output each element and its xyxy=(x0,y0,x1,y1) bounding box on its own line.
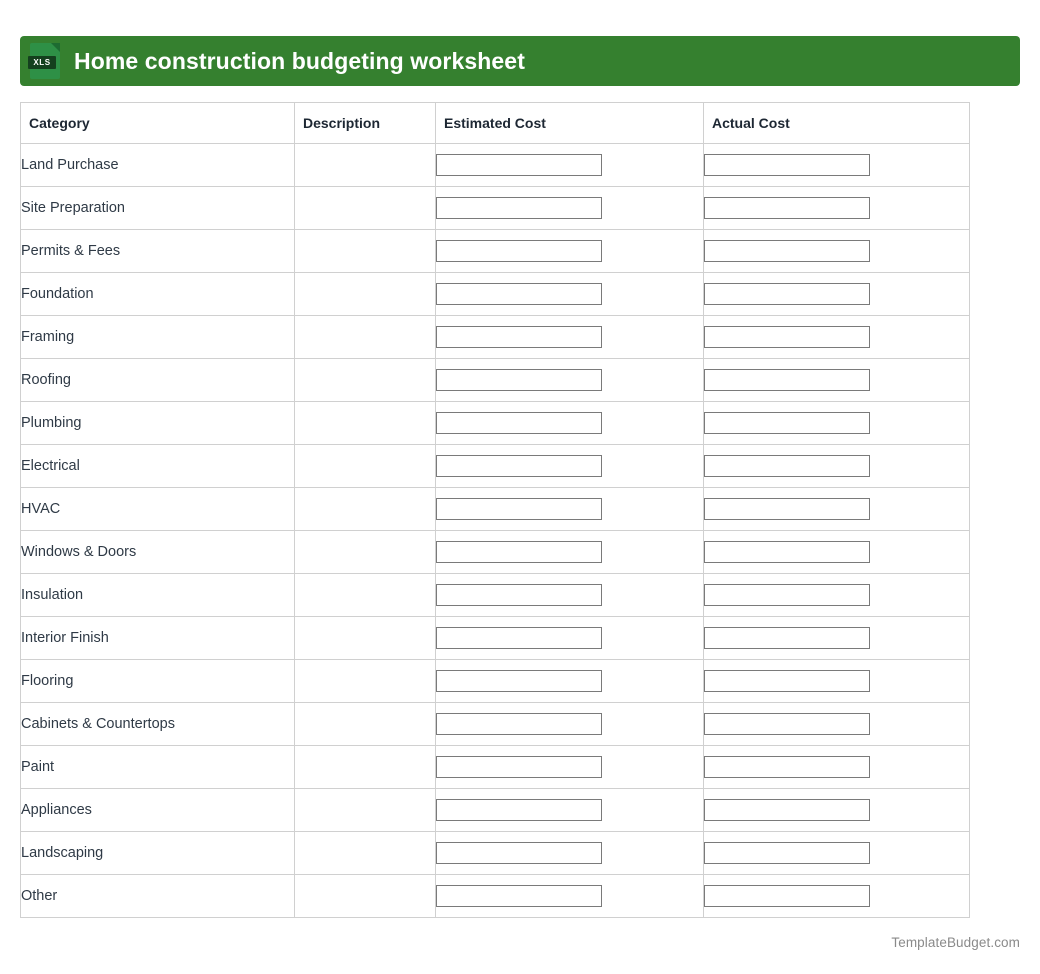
footer-site-credit: TemplateBudget.com xyxy=(891,935,1020,950)
description-cell xyxy=(295,746,436,789)
estimated-cost-cell xyxy=(436,574,704,617)
description-cell xyxy=(295,703,436,746)
estimated-cost-input[interactable] xyxy=(436,154,602,176)
category-cell: Appliances xyxy=(21,789,295,832)
description-cell xyxy=(295,660,436,703)
actual-cost-cell xyxy=(704,144,970,187)
estimated-cost-cell xyxy=(436,832,704,875)
table-row xyxy=(21,574,970,617)
category-cell: Foundation xyxy=(21,273,295,316)
actual-cost-input[interactable] xyxy=(704,713,870,735)
page-title: Home construction budgeting worksheet xyxy=(74,47,525,74)
actual-cost-cell xyxy=(704,832,970,875)
category-cell: Other xyxy=(21,875,295,918)
actual-cost-cell xyxy=(704,273,970,316)
actual-cost-cell xyxy=(704,187,970,230)
estimated-cost-input[interactable] xyxy=(436,627,602,649)
estimated-cost-input[interactable] xyxy=(436,283,602,305)
description-cell xyxy=(295,875,436,918)
description-cell xyxy=(295,617,436,660)
actual-cost-cell xyxy=(704,402,970,445)
estimated-cost-input[interactable] xyxy=(436,713,602,735)
actual-cost-cell xyxy=(704,875,970,918)
estimated-cost-cell xyxy=(436,617,704,660)
table-row xyxy=(21,531,970,574)
estimated-cost-input[interactable] xyxy=(436,412,602,434)
actual-cost-cell xyxy=(704,359,970,402)
category-cell: Framing xyxy=(21,316,295,359)
xls-file-icon xyxy=(30,43,60,79)
actual-cost-input[interactable] xyxy=(704,541,870,563)
estimated-cost-input[interactable] xyxy=(436,541,602,563)
actual-cost-cell xyxy=(704,531,970,574)
category-cell: Cabinets & Countertops xyxy=(21,703,295,746)
actual-cost-input[interactable] xyxy=(704,283,870,305)
table-row xyxy=(21,445,970,488)
estimated-cost-input[interactable] xyxy=(436,842,602,864)
actual-cost-input[interactable] xyxy=(704,799,870,821)
actual-cost-input[interactable] xyxy=(704,670,870,692)
category-cell: Roofing xyxy=(21,359,295,402)
column-header-description: Description xyxy=(295,103,436,144)
actual-cost-input[interactable] xyxy=(704,326,870,348)
estimated-cost-input[interactable] xyxy=(436,670,602,692)
estimated-cost-cell xyxy=(436,187,704,230)
category-cell: Site Preparation xyxy=(21,187,295,230)
budget-table-container xyxy=(20,102,969,918)
description-cell xyxy=(295,531,436,574)
actual-cost-input[interactable] xyxy=(704,455,870,477)
table-row xyxy=(21,488,970,531)
column-header-category: Category xyxy=(21,103,295,144)
estimated-cost-input[interactable] xyxy=(436,799,602,821)
table-row xyxy=(21,402,970,445)
estimated-cost-input[interactable] xyxy=(436,756,602,778)
category-cell: Interior Finish xyxy=(21,617,295,660)
estimated-cost-input[interactable] xyxy=(436,584,602,606)
table-row xyxy=(21,187,970,230)
table-body xyxy=(21,144,970,918)
estimated-cost-input[interactable] xyxy=(436,369,602,391)
estimated-cost-cell xyxy=(436,230,704,273)
table-row xyxy=(21,789,970,832)
description-cell xyxy=(295,273,436,316)
table-row xyxy=(21,746,970,789)
category-cell: Electrical xyxy=(21,445,295,488)
table-header xyxy=(21,103,970,144)
actual-cost-input[interactable] xyxy=(704,584,870,606)
table-row xyxy=(21,832,970,875)
estimated-cost-cell xyxy=(436,531,704,574)
category-cell: Permits & Fees xyxy=(21,230,295,273)
estimated-cost-cell xyxy=(436,746,704,789)
category-cell: Windows & Doors xyxy=(21,531,295,574)
actual-cost-cell xyxy=(704,316,970,359)
actual-cost-input[interactable] xyxy=(704,412,870,434)
category-cell: Landscaping xyxy=(21,832,295,875)
estimated-cost-cell xyxy=(436,402,704,445)
description-cell xyxy=(295,488,436,531)
table-header-row xyxy=(21,103,970,144)
category-cell: Land Purchase xyxy=(21,144,295,187)
budget-table xyxy=(20,102,970,918)
actual-cost-cell xyxy=(704,488,970,531)
table-row xyxy=(21,316,970,359)
description-cell xyxy=(295,574,436,617)
actual-cost-input[interactable] xyxy=(704,240,870,262)
estimated-cost-input[interactable] xyxy=(436,455,602,477)
estimated-cost-cell xyxy=(436,875,704,918)
table-row xyxy=(21,230,970,273)
description-cell xyxy=(295,144,436,187)
estimated-cost-input[interactable] xyxy=(436,326,602,348)
description-cell xyxy=(295,445,436,488)
estimated-cost-cell xyxy=(436,273,704,316)
description-cell xyxy=(295,316,436,359)
description-cell xyxy=(295,789,436,832)
table-row xyxy=(21,273,970,316)
actual-cost-cell xyxy=(704,746,970,789)
actual-cost-input[interactable] xyxy=(704,369,870,391)
description-cell xyxy=(295,230,436,273)
actual-cost-cell xyxy=(704,617,970,660)
estimated-cost-cell xyxy=(436,488,704,531)
estimated-cost-input[interactable] xyxy=(436,885,602,907)
actual-cost-cell xyxy=(704,660,970,703)
xls-icon-badge: XLS xyxy=(28,56,56,69)
column-header-actual-cost: Actual Cost xyxy=(704,103,970,144)
actual-cost-cell xyxy=(704,230,970,273)
estimated-cost-cell xyxy=(436,144,704,187)
category-cell: Flooring xyxy=(21,660,295,703)
table-row xyxy=(21,144,970,187)
table-row xyxy=(21,617,970,660)
category-cell: Paint xyxy=(21,746,295,789)
actual-cost-input[interactable] xyxy=(704,885,870,907)
description-cell xyxy=(295,359,436,402)
category-cell: HVAC xyxy=(21,488,295,531)
actual-cost-input[interactable] xyxy=(704,498,870,520)
actual-cost-cell xyxy=(704,703,970,746)
estimated-cost-cell xyxy=(436,660,704,703)
estimated-cost-cell xyxy=(436,789,704,832)
estimated-cost-input[interactable] xyxy=(436,240,602,262)
actual-cost-input[interactable] xyxy=(704,197,870,219)
actual-cost-input[interactable] xyxy=(704,756,870,778)
page-header-bar xyxy=(20,36,1020,86)
xls-icon-fold xyxy=(51,43,60,52)
table-row xyxy=(21,703,970,746)
actual-cost-input[interactable] xyxy=(704,842,870,864)
estimated-cost-cell xyxy=(436,703,704,746)
category-cell: Insulation xyxy=(21,574,295,617)
table-row xyxy=(21,359,970,402)
table-row xyxy=(21,660,970,703)
actual-cost-input[interactable] xyxy=(704,154,870,176)
actual-cost-cell xyxy=(704,574,970,617)
estimated-cost-input[interactable] xyxy=(436,498,602,520)
column-header-estimated-cost: Estimated Cost xyxy=(436,103,704,144)
description-cell xyxy=(295,832,436,875)
description-cell xyxy=(295,187,436,230)
description-cell xyxy=(295,402,436,445)
estimated-cost-input[interactable] xyxy=(436,197,602,219)
estimated-cost-cell xyxy=(436,445,704,488)
actual-cost-cell xyxy=(704,445,970,488)
estimated-cost-cell xyxy=(436,359,704,402)
actual-cost-input[interactable] xyxy=(704,627,870,649)
table-row xyxy=(21,875,970,918)
estimated-cost-cell xyxy=(436,316,704,359)
category-cell: Plumbing xyxy=(21,402,295,445)
actual-cost-cell xyxy=(704,789,970,832)
